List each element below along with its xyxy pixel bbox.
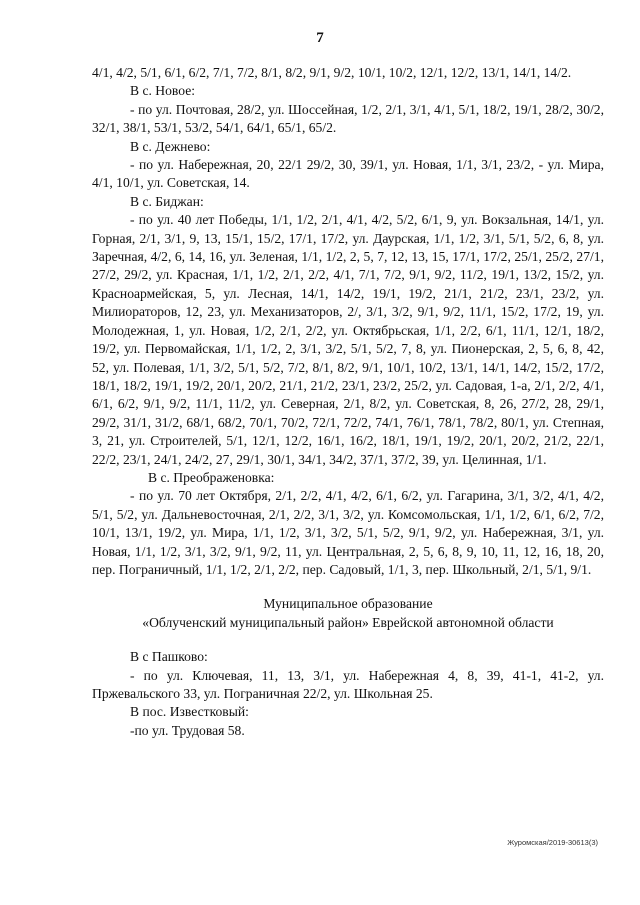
village-heading: В с Пашково: bbox=[130, 649, 208, 665]
spacer bbox=[92, 579, 604, 595]
village-heading: В пос. Известковый: bbox=[130, 704, 249, 720]
paragraph: - по ул. 70 лет Октября, 2/1, 2/2, 4/1, 4/2, 6/1, 6/2, ул. Гагарина, 3/1, 3/2, 4/1, 4/2, 5/1, 5/2, ул. Дальневосточная, 2/1, 2/2, 3/1, 3/2, ул. Комсомольская, 1/1, 1/2, 6/1, 6/2, 7/2, 10/1, 13/1, 19/2, ул. Мира, 1/1, 1/2, 3/1, 3/2, 5/1, 5/2, 9/1, 9/2, ул. Набережная, 3/1, ул. Новая, 1/1, 1/2, 3/1, 3/2, 9/1, 9/2, 11, ул. Центральная, 2, 5, 6, 8, 9, 10, 11, 12, 16, 18, 20, пер. Пограничный, 1/1, 1/2, 2/1, 2/2, пер. Садовый, 1/1, 3, пер. Школьный, 2/1, 5/1, 9/1. bbox=[92, 488, 604, 577]
village-heading: В с. Дежнево: bbox=[130, 138, 211, 154]
paragraph: 4/1, 4/2, 5/1, 6/1, 6/2, 7/1, 7/2, 8/1, 8/2, 9/1, 9/2, 10/1, 10/2, 12/1, 12/2, 13/1, 14/1, 14/2. bbox=[92, 65, 572, 80]
village-heading: В с. Биджан: bbox=[130, 193, 204, 209]
spacer bbox=[92, 632, 604, 648]
section-title: Муниципальное образование bbox=[263, 596, 433, 612]
village-heading: В с. Новое: bbox=[130, 83, 196, 99]
street-line: -по ул. Трудовая 58. bbox=[130, 722, 245, 738]
paragraph: - по ул. 40 лет Победы, 1/1, 1/2, 2/1, 4/1, 4/2, 5/2, 6/1, 9, ул. Вокзальная, 14/1, ул. Горная, 2/1, 3/1, 9, 13, 15/1, 15/2, 17/1, 17/2, ул. Даурская, 1/1, 1/2, 3/1, 5/1, 5/2, 6, 8, ул. Заречная, 4/2, 6, 14, 16, ул. Зеленая, 1/1, 1/2, 2, 5, 7, 12, 13, 15, 17/1, 17/2, 25/1, 25/2, 27/1, 27/2, 29/2, ул. Красная, 1/1, 1/2, 2/1, 2/2, 4/1, 7/1, 7/2, 9/1, 9/2, 11/2, 19/1, 13/2, 15/2, ул. Красноармейская, 5, ул. Лесная, 14/1, 14/2, 19/1, 19/2, 21/1, 21/2, 23/1, 23/2, ул. Милиораторов, 12, 23, ул. Механизаторов, 2/, 3/1, 3/2, 9/1, 9/2, 11/1, 15/2, 17/2, 19, ул. Молодежная, 1, ул. Новая, 1/2, 2/1, 2/2, ул. Октябрьская, 1/1, 2/2, 6/1, 11/1, 12/1, 18/2, 19/2, ул. Первомайская, 1/1, 1/2, 2, 3/1, 3/2, 5/1, 5/2, 7, 8, ул. Пионерская, 2, 5, 6, 8, 42, 52, ул. Полевая, 1/1, 3/2, 5/1, 5/2, 7/2, 8/1, 8/2, 9/1, 10/1, 10/2, 13/1, 14/1, 14/2, 15/2, 17/2, 18/1, 18/2, 19/1, 19/2, 20/1, 20/2, 21/1, 21/2, 23/1, 23/2, 25/2, ул. Садовая, 1-а, 2/1, 2/2, 4/1, 6/1, 6/2, 9/1, 9/2, 11/1, 11/2, ул. Северная, 2/1, 8/2, ул. Советская, 8, 26, 27/2, 28, 29/1, 29/2, 31/1, 31/2, 68/1, 68/2, 70/1, 70/2, 72/1, 72/2, 74/1, 76/1, 78/1, 78/2, 80/1, ул. Степная, 3, 21, ул. Строителей, 5/1, 12/1, 12/2, 16/1, 16/2, 18/1, 19/1, 19/2, 20/1, 20/2, 21/2, 22/1, 22/2, 23/1, 24/1, 24/2, 27, 29/1, 30/1, 34/1, 34/2, 37/1, 37/2, 39, ул. Целинная, 1/1. bbox=[92, 212, 604, 467]
page-number: 7 bbox=[316, 30, 324, 46]
document-body bbox=[92, 64, 604, 740]
footer-stamp: Журомская/2019-30613(3) bbox=[507, 838, 598, 847]
paragraph: - по ул. Набережная, 20, 22/1 29/2, 30, 39/1, ул. Новая, 1/1, 3/1, 23/2, - ул. Мира, 4/1, 10/1, ул. Советская, 14. bbox=[92, 157, 604, 191]
village-heading: В с. Преображеновка: bbox=[148, 469, 275, 485]
paragraph: - по ул. Почтовая, 28/2, ул. Шоссейная, 1/2, 2/1, 3/1, 4/1, 5/1, 18/2, 19/1, 28/2, 30/2, 32/1, 38/1, 53/1, 53/2, 54/1, 64/1, 65/1, 65/2. bbox=[92, 101, 604, 136]
paragraph: - по ул. Ключевая, 11, 13, 3/1, ул. Набережная 4, 8, 39, 41-1, 41-2, ул. Пржевальского 33, ул. Пограничная 22/2, ул. Школьная 25. bbox=[92, 667, 604, 701]
section-subtitle: «Облученский муниципальный район» Еврейской автономной области bbox=[142, 614, 554, 630]
